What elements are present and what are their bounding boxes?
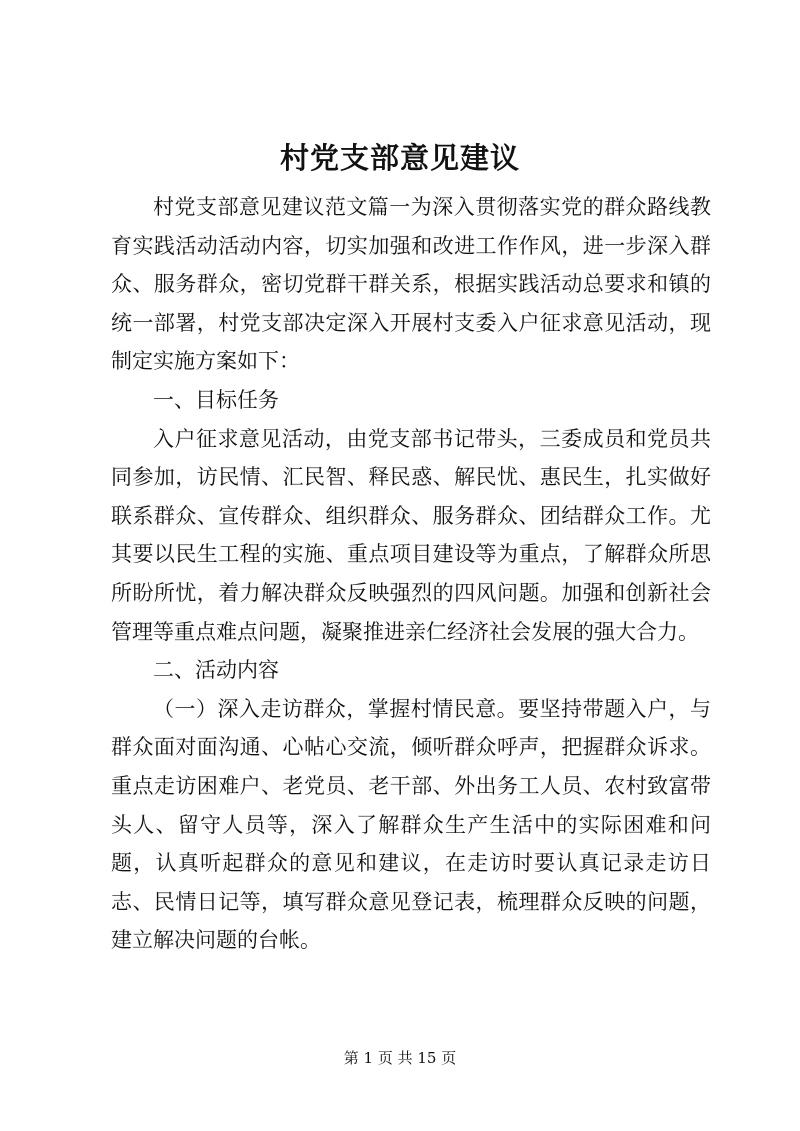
heading-goals: 一、目标任务 [153, 387, 279, 412]
heading-activities: 二、活动内容 [153, 658, 279, 683]
page-footer: 第 1 页 共 15 页 [343, 1049, 457, 1067]
paragraph-intro: 村党支部意见建议范文篇一为深入贯彻落实党的群众路线教育实践活动活动内容，切实加强和改进工作作风，进一步深入群众、服务群众，密切党群干群关系，根据实践活动总要求和镇的统一部署，村党支部决定深入开展村支委入户征求意见活动，现制定实施方案如下： [111, 195, 711, 374]
paragraph-activities: （一）深入走访群众，掌握村情民意。要坚持带题入户，与群众面对面沟通、心帖心交流，倾听群众呼声，把握群众诉求。重点走访困难户、老党员、老干部、外出务工人员、农村致富带头人、留守人员等，深入了解群众生产生活中的实际困难和问题，认真听起群众的意见和建议，在走访时要认真记录走访日志、民情日记等，填写群众意见登记表，梳理群众反映的问题，建立解决问题的台帐。 [111, 696, 711, 953]
document-body [111, 188, 711, 960]
paragraph-goals: 入户征求意见活动，由党支部书记带头，三委成员和党员共同参加，访民情、汇民智、释民惑、解民忧、惠民生，扎实做好联系群众、宣传群众、组织群众、服务群众、团结群众工作。尤其要以民生工程的实施、重点项目建设等为重点，了解群众所思所盼所忧，着力解决群众反映强烈的四风问题。加强和创新社会管理等重点难点问题，凝聚推进亲仁经济社会发展的强大合力。 [111, 426, 711, 644]
document-title: 村党支部意见建议 [279, 141, 520, 175]
